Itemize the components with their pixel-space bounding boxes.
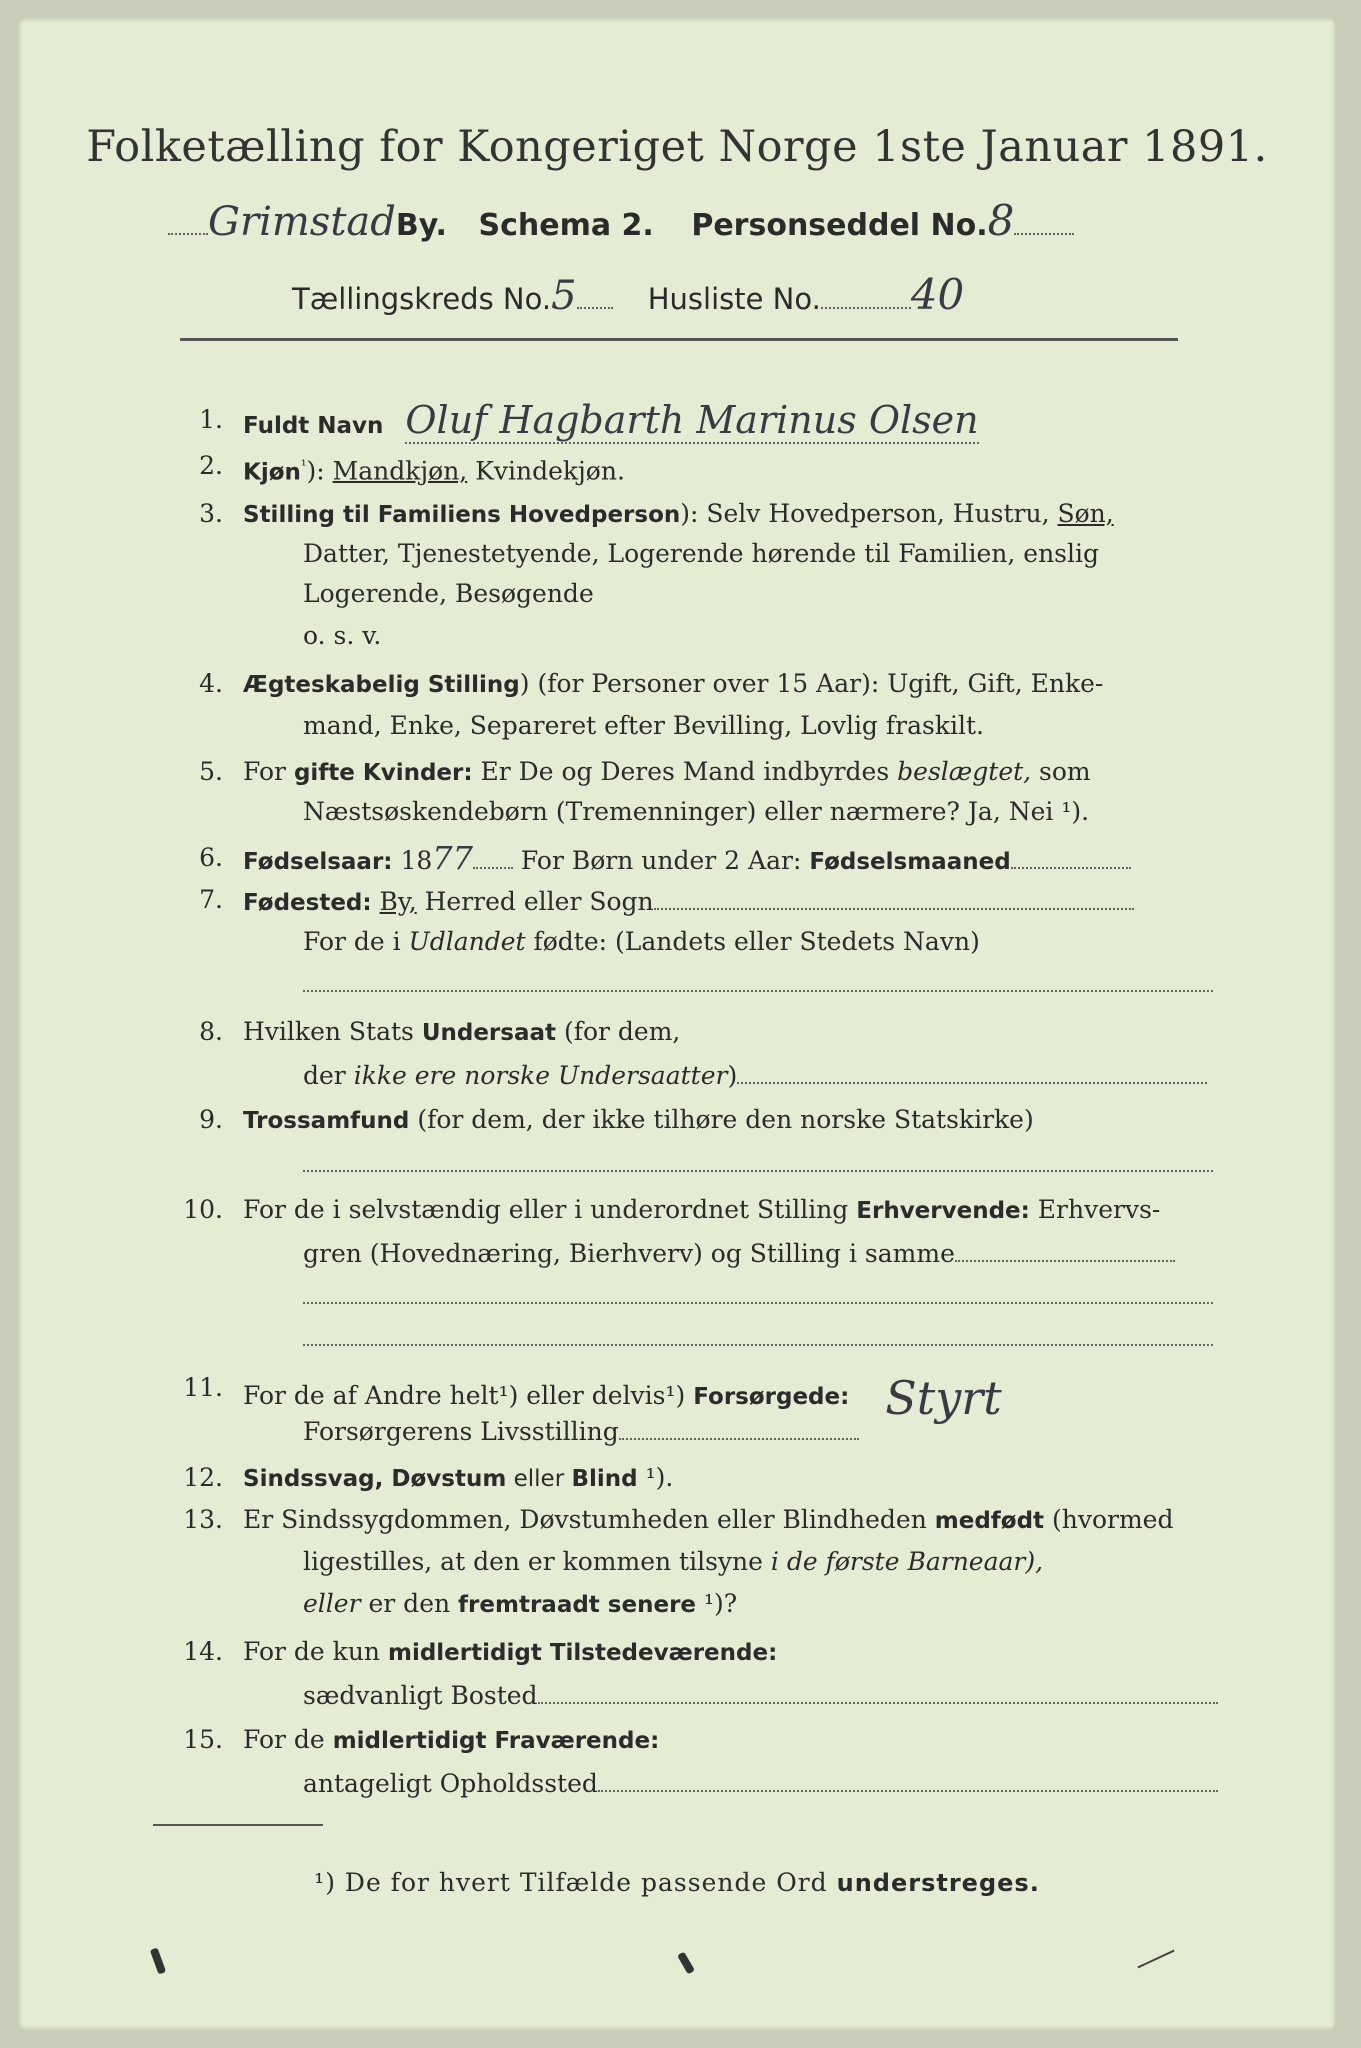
form-title: Folketælling for Kongeriget Norge 1ste Januar 1891. [86, 122, 1268, 172]
personseddel-label: Personseddel No. [691, 208, 988, 243]
place-value: Grimstad [208, 199, 396, 245]
birthplace-selected: By, [379, 887, 417, 916]
birth-year-value: 77 [432, 839, 473, 877]
census-form: Folketælling for Kongeriget Norge 1ste Januar 1891. GrimstadBy. Schema 2. Personseddel No.8 Tællingskreds No.5 Husliste No. 40 1. Fuldt Navn Oluf Hagbarth Marinus Olsen 2. Kjøn$^{^1}$): Mandkjøn, Kvindekjøn. 3. Stilling til Familiens Hovedperson): Selv Hovedperson, Hustru, Søn, Datter, Tjenestetyende, Logerende hørende til Familien, enslig Logerende, Besøgende o. s. v. 4. Ægteskabelig Stilling) (for Personer over 15 Aar): Ugift, Gift, Enke- mand, Enke, Separeret efter Bevilling, Lovlig fraskilt. 5. For gifte Kvinder: Er De og Deres Mand indbyrdes beslægtet, som Næstsøskendebørn (Tremenninger) eller nærmere? Ja, Nei ¹). 6. Fødselsaar: 1877 For Børn under 2 Aar: Fødselsmaaned 7. Fødested: By, Herred eller Sogn For de i Udlandet fødte: (Landets eller Stedets Navn) 8. Hvilken Stats Undersaat (for dem, der ikke ere norske Undersaatter) 9. Trossamfund (for dem, der ikke tilhøre den norske Statskirke) 10. For de i selvstændig eller i underordnet Stilling Erhvervende: Erhvervs- gren (Hovednæring, Bierhverv) og Stilling i samme 11. For de af Andre helt¹) eller delvis¹) Forsørgede: Styrt Forsørgerens Livsstilling 12. Sindssvag, Døvstum eller Blind ¹). 13. Er Sindssygdommen, Døvstumheden eller Blindheden medfødt (hvormed ligestilles, at den er kommen tilsyne i de første Barneaar), eller er den fremtraadt senere ¹)? 14. For de kun midlertidigt Tilstedeværende: sædvanligt Bosted 15. For de midlertidigt Fraværende: antageligt Opholdssted ¹) De for hvert Tilfælde passende Ord understreges. [18, 18, 1336, 2030]
gender-selected: Mandkjøn, [332, 456, 468, 486]
personseddel-value: 8 [987, 196, 1015, 245]
place-line: GrimstadBy. Schema 2. Personseddel No.8 [168, 196, 1074, 245]
ink-mark [150, 1947, 166, 1974]
kreds-line [292, 270, 964, 319]
relation-selected: Søn, [1057, 499, 1114, 528]
ink-mark [677, 1951, 695, 1974]
footnote-rule [153, 1824, 323, 1826]
supported-value: Styrt [885, 1371, 1002, 1425]
header-divider [180, 338, 1178, 341]
husliste-label: Husliste No. [647, 282, 821, 316]
ink-mark [1137, 1950, 1174, 1969]
schema-label: Schema 2. [478, 208, 654, 243]
kreds-label: Tællingskreds No. [292, 282, 552, 316]
footnote: ¹) De for hvert Tilfælde passende Ord understreges. [314, 1868, 1040, 1897]
full-name-value: Oluf Hagbarth Marinus Olsen [405, 398, 979, 442]
kreds-value: 5 [551, 273, 577, 319]
husliste-value: 40 [910, 270, 965, 319]
